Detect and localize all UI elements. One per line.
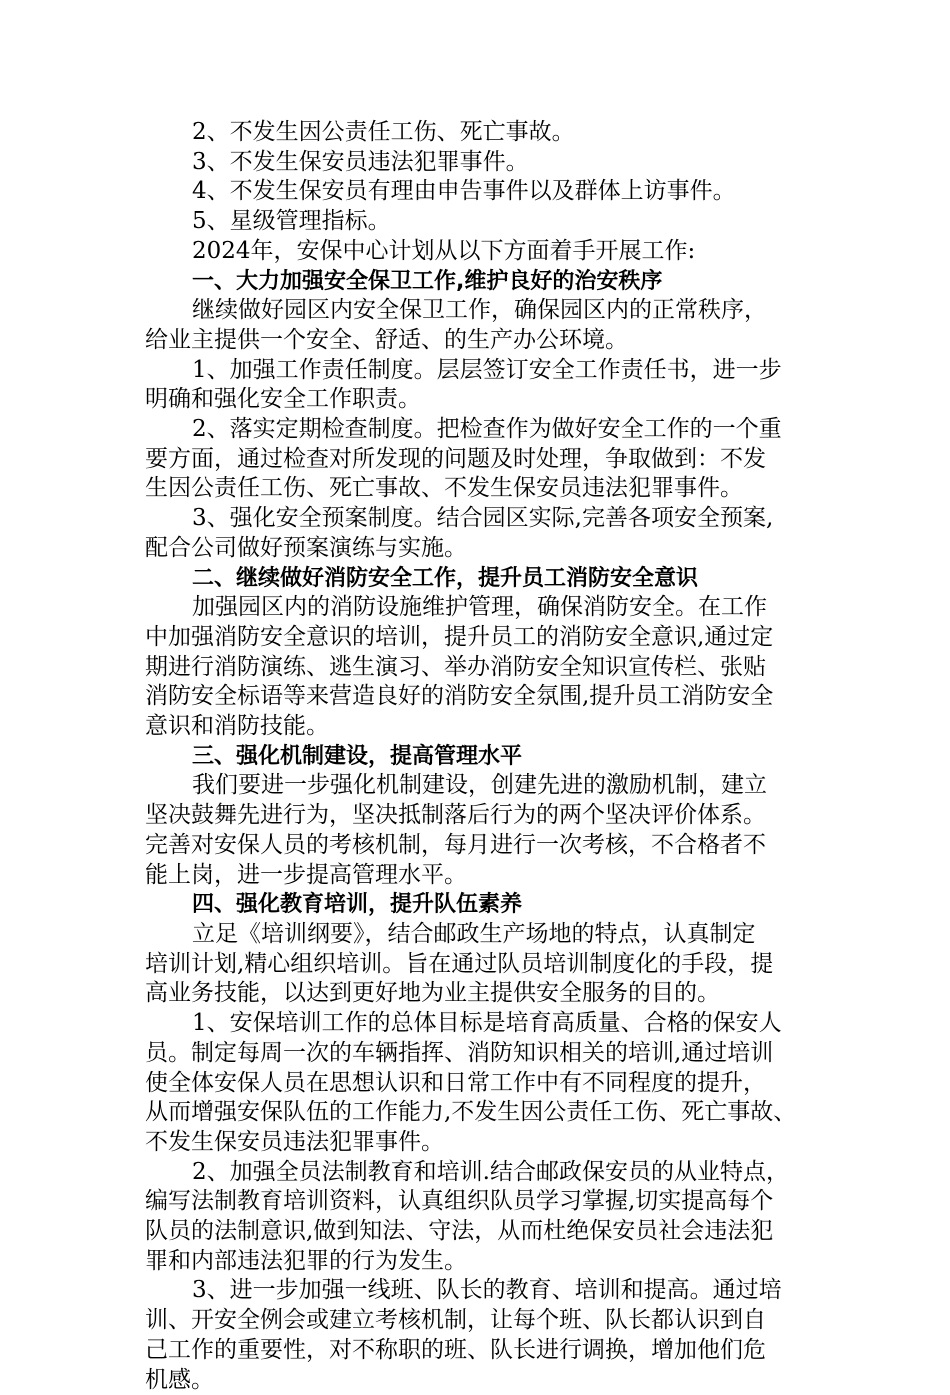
text-line: 消防安全标语等来营造良好的消防安全氛围,提升员工消防安全 bbox=[145, 683, 774, 710]
text-line: 培训计划,精心组织培训。旨在通过队员培训制度化的手段，提 bbox=[145, 950, 774, 977]
text-line: 明确和强化安全工作职责。 bbox=[145, 386, 421, 413]
section-heading: 一、大力加强安全保卫工作,维护良好的治安秩序 bbox=[192, 268, 663, 294]
text-line: 3、强化安全预案制度。结合园区实际,完善各项安全预案, bbox=[192, 505, 774, 532]
text-line: 罪和内部违法犯罪的行为发生。 bbox=[145, 1247, 467, 1274]
section-heading: 三、强化机制建设，提高管理水平 bbox=[192, 743, 523, 769]
text-line: 中加强消防安全意识的培训，提升员工的消防安全意识,通过定 bbox=[145, 623, 774, 650]
text-line: 不发生保安员违法犯罪事件。 bbox=[145, 1128, 444, 1155]
text-line: 坚决鼓舞先进行为，坚决抵制落后行为的两个坚决评价体系。 bbox=[145, 802, 766, 829]
text-line: 己工作的重要性，对不称职的班、队长进行调换，增加他们危 bbox=[145, 1336, 766, 1363]
text-line: 使全体安保人员在思想认识和日常工作中有不同程度的提升， bbox=[145, 1069, 766, 1096]
text-line: 3、不发生保安员违法犯罪事件。 bbox=[192, 148, 529, 175]
text-line: 2024年，安保中心计划从以下方面着手开展工作: bbox=[192, 237, 696, 264]
text-line: 加强园区内的消防设施维护管理，确保消防安全。在工作 bbox=[192, 594, 767, 621]
text-line: 生因公责任工伤、死亡事故、不发生保安员违法犯罪事件。 bbox=[145, 475, 743, 502]
text-line: 给业主提供一个安全、舒适、的生产办公环境。 bbox=[145, 326, 628, 353]
text-line: 2、落实定期检查制度。把检查作为做好安全工作的一个重 bbox=[192, 416, 782, 443]
text-line: 队员的法制意识,做到知法、守法，从而杜绝保安员社会违法犯 bbox=[145, 1218, 774, 1245]
text-line: 意识和消防技能。 bbox=[145, 713, 329, 740]
text-line: 立足《培训纲要》，结合邮政生产场地的特点，认真制定 bbox=[192, 920, 756, 947]
text-line: 能上岗，进一步提高管理水平。 bbox=[145, 861, 467, 888]
text-line: 配合公司做好预案演练与实施。 bbox=[145, 534, 467, 561]
text-line: 5、星级管理指标。 bbox=[192, 208, 391, 235]
document-body bbox=[145, 118, 810, 1395]
text-line: 我们要进一步强化机制建设，创建先进的激励机制，建立 bbox=[192, 772, 767, 799]
text-line: 2、加强全员法制教育和培训.结合邮政保安员的从业特点， bbox=[192, 1158, 789, 1185]
text-line: 员。制定每周一次的车辆指挥、消防知识相关的培训,通过培训 bbox=[145, 1039, 774, 1066]
text-line: 2、不发生因公责任工伤、死亡事故。 bbox=[192, 119, 575, 145]
text-line: 机感。 bbox=[145, 1366, 214, 1393]
text-line: 3、进一步加强一线班、队长的教育、培训和提高。通过培 bbox=[192, 1277, 782, 1304]
text-line: 1、加强工作责任制度。层层签订安全工作责任书，进一步 bbox=[192, 356, 782, 383]
text-line: 训、开安全例会或建立考核机制，让每个班、队长都认识到自 bbox=[145, 1307, 766, 1334]
section-heading: 四、强化教育培训，提升队伍素养 bbox=[192, 892, 523, 918]
text-line: 高业务技能，以达到更好地为业主提供安全服务的目的。 bbox=[145, 980, 720, 1007]
text-line: 4、不发生保安员有理由申告事件以及群体上访事件。 bbox=[192, 178, 736, 205]
text-line: 继续做好园区内安全保卫工作，确保园区内的正常秩序， bbox=[192, 297, 767, 324]
text-line: 从而增强安保队伍的工作能力,不发生因公责任工伤、死亡事故、 bbox=[145, 1099, 797, 1126]
section-heading: 二、继续做好消防安全工作，提升员工消防安全意识 bbox=[192, 565, 699, 591]
text-line: 编写法制教育培训资料，认真组织队员学习掌握,切实提高每个 bbox=[145, 1188, 774, 1215]
text-line: 1、安保培训工作的总体目标是培育高质量、合格的保安人 bbox=[192, 1010, 782, 1037]
text-line: 期进行消防演练、逃生演习、举办消防安全知识宣传栏、张贴 bbox=[145, 653, 766, 680]
text-line: 要方面，通过检查对所发现的问题及时处理，争取做到：不发 bbox=[145, 445, 766, 472]
text-line: 完善对安保人员的考核机制，每月进行一次考核，不合格者不 bbox=[145, 831, 766, 858]
